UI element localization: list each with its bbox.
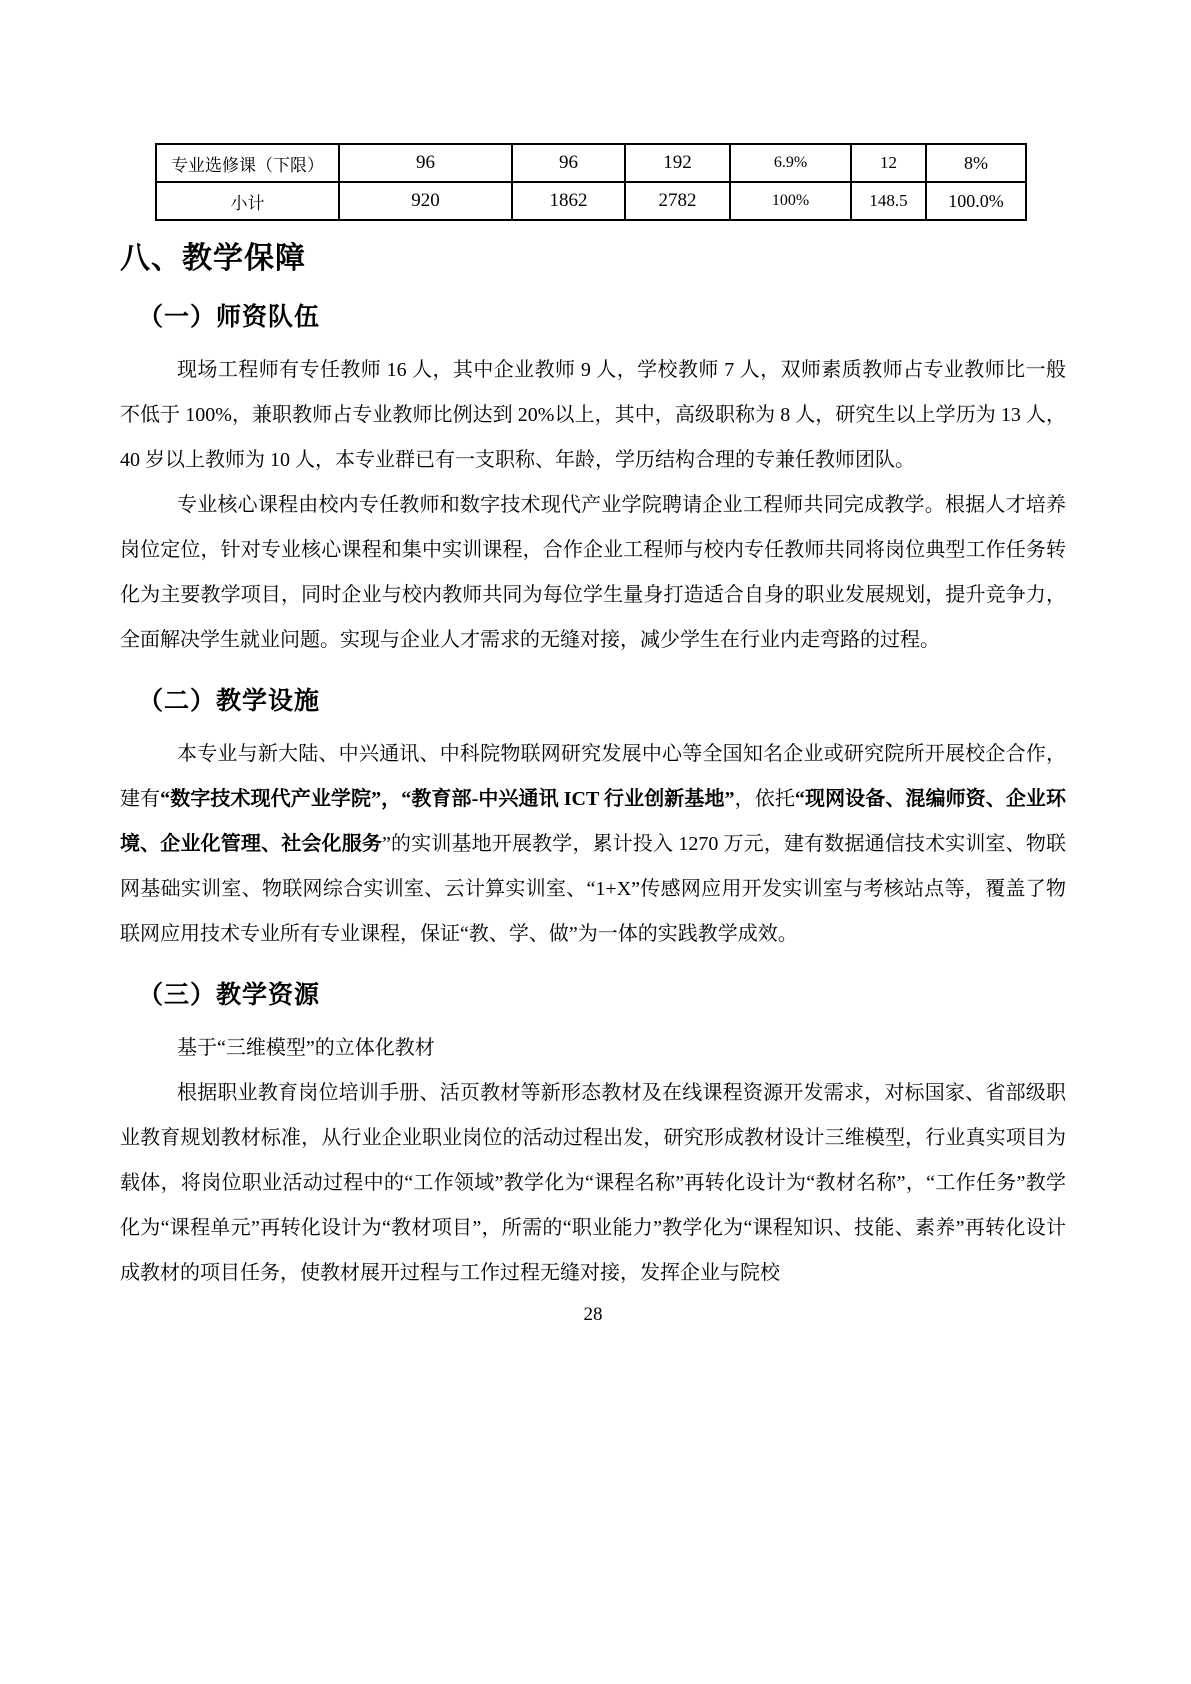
table-cell: 小计 — [156, 182, 339, 220]
table-cell: 148.5 — [851, 182, 926, 220]
paragraph: 基于“三维模型”的立体化教材 — [177, 1037, 435, 1059]
chapter-heading: 八、教学保障 — [120, 242, 306, 275]
text-run: ，依托 — [734, 788, 795, 810]
table-cell: 2782 — [625, 182, 730, 220]
table-cell: 专业选修课（下限） — [156, 144, 339, 182]
table-cell: 100% — [730, 182, 851, 220]
table-cell: 920 — [339, 182, 512, 220]
paragraph — [120, 732, 1066, 957]
table-cell: 96 — [339, 144, 512, 182]
table-row — [156, 182, 1026, 220]
table-cell: 8% — [926, 144, 1026, 182]
table-row — [156, 144, 1026, 182]
page-number: 28 — [583, 1304, 603, 1325]
text-run: 本专业与新大陆、中兴通讯、中科院物联网研究发展中心等全国知名企业或研究院所开展校企合作，建有 — [120, 743, 1066, 810]
table-cell: 192 — [625, 144, 730, 182]
table-cell: 6.9% — [730, 144, 851, 182]
table-cell: 96 — [512, 144, 625, 182]
paragraph: 根据职业教育岗位培训手册、活页教材等新形态教材及在线课程资源开发需求，对标国家、省部级职业教育规划教材标准，从行业企业职业岗位的活动过程出发，研究形成教材设计三维模型，行业真实项目为载体，将岗位职业活动过程中的“工作领域”教学化为“课程名称”再转化设计为“教材名称”，“工作任务”教学化为“课程单元”再转化设计为“教材项目”，所需的“职业能力”教学化为“课程知识、技能、素养”再转化设计成教材的项目任务，使教材展开过程与工作过程无缝对接，发挥企业与院校 — [120, 1082, 1066, 1284]
table-cell: 1862 — [512, 182, 625, 220]
document-content — [120, 239, 1066, 1330]
table-cell: 12 — [851, 144, 926, 182]
subsection-heading-teachers: （一）师资队伍 — [138, 303, 321, 331]
subsection-heading-resources: （三）教学资源 — [138, 981, 321, 1009]
text-run: “数字技术现代产业学院”，“教育部-中兴通讯 ICT 行业创新基地” — [160, 788, 735, 810]
curriculum-summary-table — [155, 143, 1027, 221]
subsection-heading-facilities: （二）教学设施 — [138, 687, 321, 715]
table-cell: 100.0% — [926, 182, 1026, 220]
paragraph: 专业核心课程由校内专任教师和数字技术现代产业学院聘请企业工程师共同完成教学。根据人才培养岗位定位，针对专业核心课程和集中实训课程，合作企业工程师与校内专任教师共同将岗位典型工作任务转化为主要教学项目，同时企业与校内教师共同为每位学生量身打造适合自身的职业发展规划，提升竞争力，全面解决学生就业问题。实现与企业人才需求的无缝对接，减少学生在行业内走弯路的过程。 — [120, 494, 1066, 651]
text-run: “现网设备、混编师资、企业环境、企业化管理、社会化服务 — [120, 788, 1067, 855]
text-run: ”的实训基地开展教学，累计投入 1270 万元，建有数据通信技术实训室、物联网基础实训室、物联网综合实训室、云计算实训室、“1+X”传感网应用开发实训室与考核站点等，覆盖了物联网应用技术专业所有专业课程，保证“教、学、做”为一体的实践教学成效。 — [120, 833, 1066, 945]
paragraph: 现场工程师有专任教师 16 人，其中企业教师 9 人，学校教师 7 人，双师素质教师占专业教师比一般不低于 100%，兼职教师占专业教师比例达到 20%以上，其中，高级职称为 8 人，研究生以上学历为 13 人，40 岁以上教师为 10 人，本专业群已有一支职称、年龄，学历结构合理的专兼任教师团队。 — [120, 359, 1066, 471]
